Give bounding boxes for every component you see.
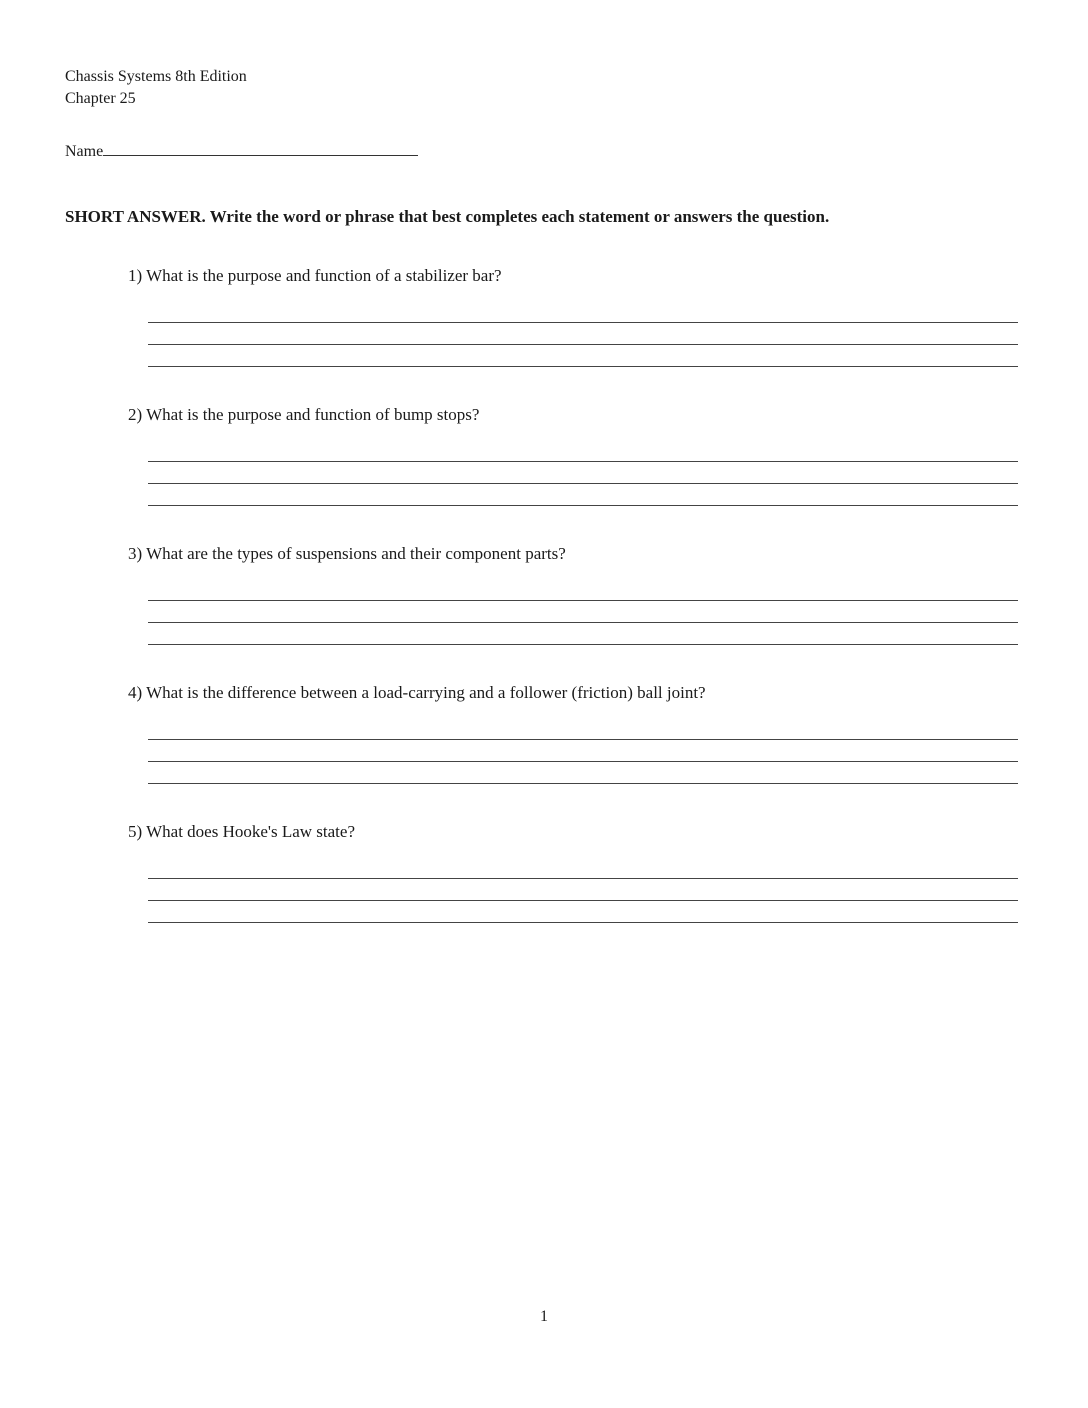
answer-lines bbox=[148, 577, 1018, 645]
chapter-label: Chapter 25 bbox=[65, 90, 136, 107]
question-item bbox=[65, 543, 1018, 645]
question-text: 4) What is the difference between a load-carrying and a follower (friction) ball joint? bbox=[128, 683, 706, 702]
answer-lines bbox=[148, 438, 1018, 506]
question-item bbox=[65, 404, 1018, 506]
question-text: 1) What is the purpose and function of a stabilizer bar? bbox=[128, 266, 502, 285]
question-item bbox=[65, 821, 1018, 923]
question-list bbox=[65, 265, 1018, 923]
question-text: 2) What is the purpose and function of bump stops? bbox=[128, 405, 480, 424]
answer-line bbox=[148, 601, 1018, 623]
answer-line bbox=[148, 855, 1018, 879]
answer-line bbox=[148, 901, 1018, 923]
answer-line bbox=[148, 323, 1018, 345]
question-item bbox=[65, 682, 1018, 784]
name-row bbox=[65, 142, 1018, 162]
answer-line bbox=[148, 740, 1018, 762]
answer-line bbox=[148, 299, 1018, 323]
name-label: Name bbox=[65, 143, 104, 160]
answer-line bbox=[148, 623, 1018, 645]
question-text: 3) What are the types of suspensions and their component parts? bbox=[128, 544, 566, 563]
answer-line bbox=[148, 762, 1018, 784]
answer-lines bbox=[148, 299, 1018, 367]
section-instruction: SHORT ANSWER. Write the word or phrase that best completes each statement or answers the question. bbox=[65, 207, 830, 226]
answer-line bbox=[148, 716, 1018, 740]
answer-line bbox=[148, 484, 1018, 506]
answer-lines bbox=[148, 716, 1018, 784]
answer-line bbox=[148, 438, 1018, 462]
answer-line bbox=[148, 462, 1018, 484]
answer-line bbox=[148, 879, 1018, 901]
document-header bbox=[65, 66, 1018, 110]
answer-line bbox=[148, 345, 1018, 367]
name-blank-line bbox=[103, 142, 418, 156]
document-title: Chassis Systems 8th Edition bbox=[65, 68, 247, 85]
answer-line bbox=[148, 577, 1018, 601]
page-number: 1 bbox=[540, 1308, 548, 1325]
question-text: 5) What does Hooke's Law state? bbox=[128, 822, 355, 841]
answer-lines bbox=[148, 855, 1018, 923]
question-item bbox=[65, 265, 1018, 367]
